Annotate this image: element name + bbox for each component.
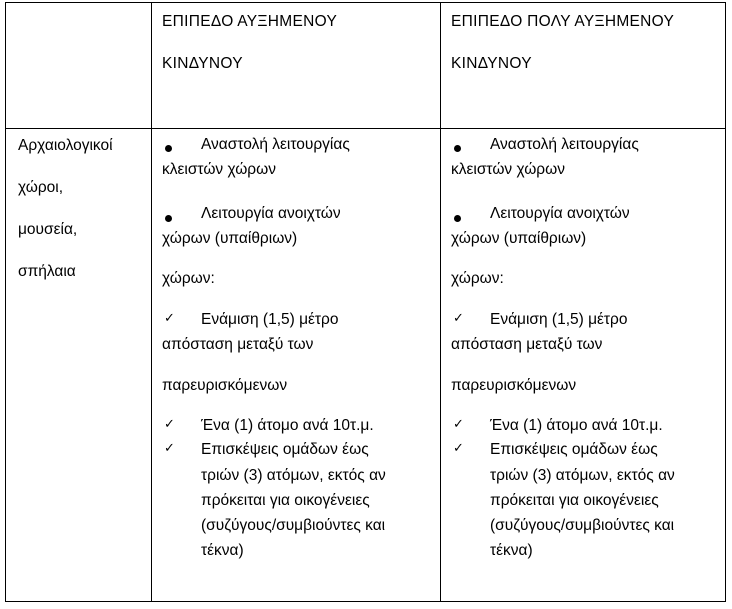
measure-text: τριών (3) ατόμων, εκτός αν [490,467,675,484]
measure-text: Λειτουργία ανοιχτών [201,205,341,222]
header-line: ΕΠΙΠΕΔΟ ΠΟΛΥ ΑΥΞΗΜΕΝΟΥ [451,13,675,30]
row-label-line: σπήλαια [18,263,76,280]
bullet-dot-icon [454,211,461,224]
measure-text: χώρων (υπαίθριων) [162,230,298,247]
measure-text: Αναστολή λειτουργίας [201,136,350,153]
checkmark-icon: ✓ [453,440,464,455]
measure-text: Αναστολή λειτουργίας [490,136,639,153]
measure-text: Ενάμιση (1,5) μέτρο [201,311,339,328]
measure-text: πρόκειται για οικογένειες [201,492,370,509]
measure-text: Ένα (1) άτομο ανά 10τ.μ. [490,417,663,434]
header-line: ΚΙΝΔΥΝΟΥ [451,55,532,72]
checkmark-icon: ✓ [164,440,175,455]
measure-text: χώρων: [451,270,504,287]
measure-text: Ένα (1) άτομο ανά 10τ.μ. [201,417,374,434]
checkmark-icon: ✓ [164,416,175,431]
measure-text: πρόκειται για οικογένειες [490,492,659,509]
measure-text: κλειστών χώρων [451,161,565,178]
measure-text: χώρων (υπαίθριων) [451,230,587,247]
column-divider-2 [440,3,441,601]
measure-text: Ενάμιση (1,5) μέτρο [490,311,628,328]
column-divider-1 [151,3,152,601]
measures-table [5,2,726,602]
measure-text: τέκνα) [490,542,533,559]
measure-text: απόσταση μεταξύ των [451,336,603,353]
measure-text: τριών (3) ατόμων, εκτός αν [201,467,386,484]
measure-text: Λειτουργία ανοιχτών [490,205,630,222]
measure-text: (συζύγους/συμβιούντες και [490,517,675,534]
checkmark-icon: ✓ [164,310,175,325]
row-label-line: Αρχαιολογικοί [18,137,113,154]
measure-text: χώρων: [162,270,215,287]
checkmark-icon: ✓ [453,310,464,325]
bullet-dot-icon [454,141,461,154]
measure-text: (συζύγους/συμβιούντες και [201,517,386,534]
measure-text: τέκνα) [201,542,244,559]
measure-text: απόσταση μεταξύ των [162,336,314,353]
row-label-line: μουσεία, [18,221,78,238]
measure-text: παρευρισκόμενων [451,377,577,394]
row-label-line: χώροι, [18,179,64,196]
measure-text: κλειστών χώρων [162,161,276,178]
header-line: ΕΠΙΠΕΔΟ ΑΥΞΗΜΕΝΟΥ [162,13,338,30]
measure-text: παρευρισκόμενων [162,377,288,394]
bullet-dot-icon [165,211,172,224]
header-divider [6,128,725,129]
header-line: ΚΙΝΔΥΝΟΥ [162,55,243,72]
bullet-dot-icon [165,141,172,154]
measure-text: Επισκέψεις ομάδων έως [490,441,658,458]
checkmark-icon: ✓ [453,416,464,431]
measure-text: Επισκέψεις ομάδων έως [201,441,369,458]
